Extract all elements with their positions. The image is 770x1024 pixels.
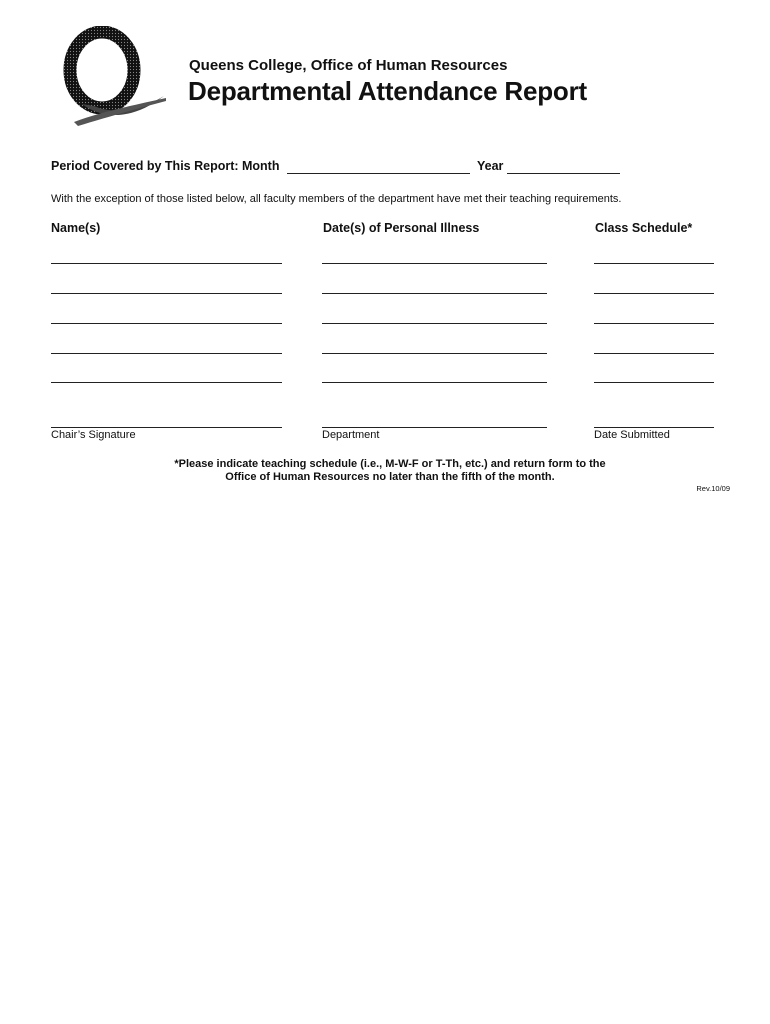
institution-name: Queens College, Office of Human Resources [189,57,508,74]
chair-signature-field[interactable] [51,427,282,428]
department-label: Department [322,429,380,441]
date-submitted-field[interactable] [594,427,714,428]
class-schedule-field-2[interactable] [594,293,714,294]
footnote-line-1: *Please indicate teaching schedule (i.e., M-W-F or T-Th, etc.) and return form to the [174,458,606,470]
period-month-label: Period Covered by This Report: Month [51,159,280,173]
date-submitted-label: Date Submitted [594,429,670,441]
column-header-class-schedule: Class Schedule* [595,221,693,235]
year-label: Year [477,159,504,173]
class-schedule-field-1[interactable] [594,263,714,264]
name-field-1[interactable] [51,263,282,264]
chair-signature-label: Chair’s Signature [51,429,136,441]
name-field-5[interactable] [51,382,282,383]
page-title: Departmental Attendance Report [188,76,587,106]
class-schedule-field-3[interactable] [594,323,714,324]
month-field[interactable] [287,173,470,174]
name-field-4[interactable] [51,353,282,354]
footnote-line-2: Office of Human Resources no later than the fifth of the month. [225,471,555,483]
intro-text: With the exception of those listed below, all faculty members of the department have met their teaching requirements. [51,193,622,205]
queens-college-q-logo [60,26,170,136]
illness-date-field-1[interactable] [322,263,547,264]
class-schedule-field-5[interactable] [594,382,714,383]
illness-date-field-3[interactable] [322,323,547,324]
name-field-3[interactable] [51,323,282,324]
illness-date-field-5[interactable] [322,382,547,383]
name-field-2[interactable] [51,293,282,294]
year-field[interactable] [507,173,620,174]
illness-date-field-4[interactable] [322,353,547,354]
footnote [0,458,770,484]
column-header-illness-dates: Date(s) of Personal Illness [323,221,480,235]
illness-date-field-2[interactable] [322,293,547,294]
department-field[interactable] [322,427,547,428]
class-schedule-field-4[interactable] [594,353,714,354]
column-header-names: Name(s) [51,221,101,235]
revision-label: Rev.10/09 [696,484,730,493]
